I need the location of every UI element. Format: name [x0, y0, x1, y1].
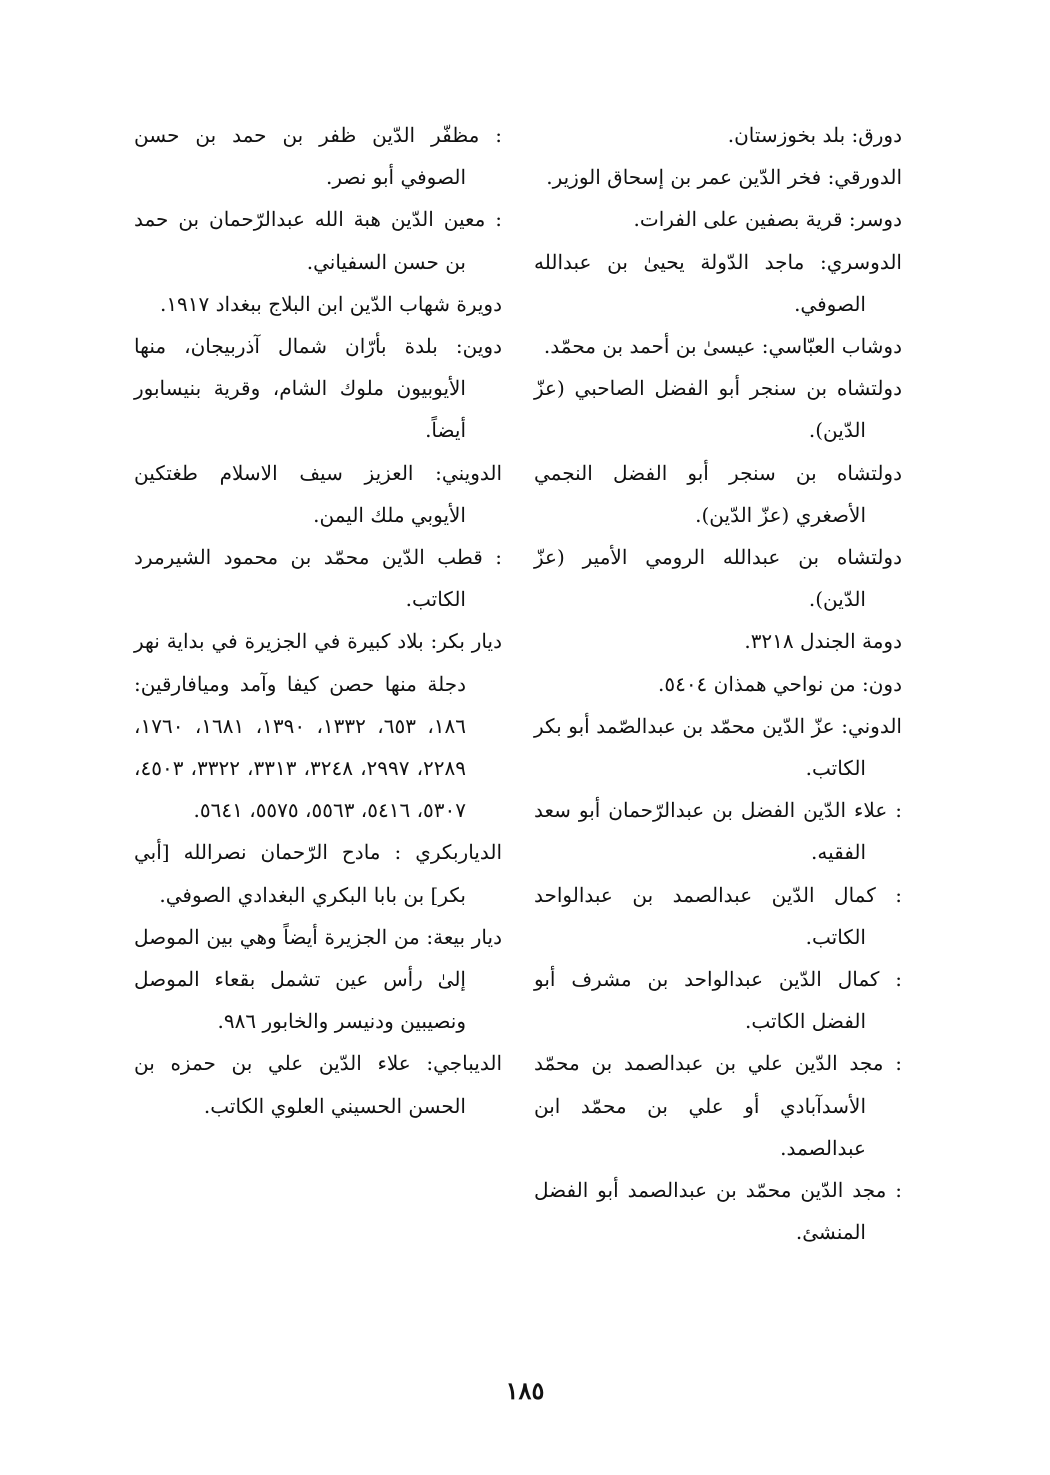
index-entry: : كمال الدّين عبدالصمد بن عبدالواحد الكاتب.: [534, 882, 902, 949]
index-entry: : علاء الدّين الفضل بن عبدالرّحمان أبو سعد الفقيه.: [534, 798, 902, 865]
index-entry: الدياربكري : مادح الرّحمان نصرالله [أبي بكر] بن بابا البكري البغدادي الصوفي.: [134, 840, 502, 907]
index-entry: : كمال الدّين عبدالواحد بن مشرف أبو الفضل الكاتب.: [534, 967, 902, 1034]
index-entry: : قطب الدّين محمّد بن محمود الشيرمرد الكاتب.: [134, 545, 502, 612]
index-entry: دولتشاه بن عبدالله الرومي الأمير (عزّ الدّين).: [534, 545, 902, 612]
index-entry: : مجد الدّين محمّد بن عبدالصمد أبو الفضل المنشئ.: [534, 1178, 902, 1245]
index-entry: دويرة شهاب الدّين ابن البلاج ببغداد ١٩١٧.: [159, 291, 502, 316]
index-entry: الدورقي: فخر الدّين عمر بن إسحاق الوزير.: [546, 165, 902, 190]
index-entry: دوشاب العبّاسي: عيسىٰ بن أحمد بن محمّد.: [543, 334, 902, 359]
index-entry: الدوسري: ماجد الدّولة يحيىٰ بن عبدالله الصوفي.: [534, 249, 902, 316]
index-entry: الدويني: العزيز سيف الاسلام طغتكين الأيوبي ملك اليمن.: [134, 460, 502, 527]
index-entry: دوسر: قرية بصفين على الفرات.: [633, 207, 902, 232]
index-entry: دوين: بلدة بأرّان شمال آذربيجان، منها الأيوبيون ملوك الشام، وقرية بنيسابور أيضاً.: [134, 334, 502, 443]
right-column: [534, 114, 902, 1253]
index-entry: : معين الدّين هبة الله عبدالرّحمان بن حمد بن حسن السفياني.: [134, 207, 502, 274]
left-column: [134, 114, 502, 1127]
index-entry: الدوني: عزّ الدّين محمّد بن عبدالصّمد أبو بكر الكاتب.: [534, 713, 902, 781]
index-entry: الديباجي: علاء الدّين علي بن حمزه بن الحسن الحسيني العلوي الكاتب.: [134, 1051, 502, 1118]
page-number: ١٨٥: [505, 1376, 545, 1405]
index-entry: ديار بكر: بلاد كبيرة في الجزيرة في بداية نهر دجلة منها حصن كيفا وآمد وميافارقين: ١٨٦، ٦٥٣، ١٣٣٢، ١٣٩٠، ١٦٨١، ١٧٦٠، ٢٢٨٩، ٢٩٩٧، ٣٢٤٨، ٣٣١٣، ٣٣٢٢، ٤٥٠٣، ٥٣٠٧، ٥٤١٦، ٥٥٦٣، ٥٥٧٥، ٥٦٤١.: [134, 629, 502, 823]
index-entry: : مجد الدّين علي بن عبدالصمد بن محمّد الأسدآبادي أو علي بن محمّد ابن عبدالصمد.: [534, 1051, 902, 1160]
index-entry: ديار بيعة: من الجزيرة أيضاً وهي بين الموصل إلىٰ رأس عين تشمل بقعاء الموصل ونصيبين ودنيسر والخابور ٩٨٦.: [134, 924, 502, 1034]
index-entry: : مظفّر الدّين ظفر بن حمد بن حسن الصوفي أبو نصر.: [134, 123, 502, 190]
index-entry: دولتشاه بن سنجر أبو الفضل النجمي الأصغري (عزّ الدّين).: [534, 460, 902, 527]
index-entry: دولتشاه بن سنجر أبو الفضل الصاحبي (عزّ الدّين).: [534, 376, 902, 443]
index-entry: دون: من نواحي همذان ٥٤٠٤.: [657, 671, 902, 696]
index-entry: دومة الجندل ٣٢١٨.: [744, 629, 902, 654]
index-entry: دورق: بلد بخوزستان.: [727, 123, 902, 147]
